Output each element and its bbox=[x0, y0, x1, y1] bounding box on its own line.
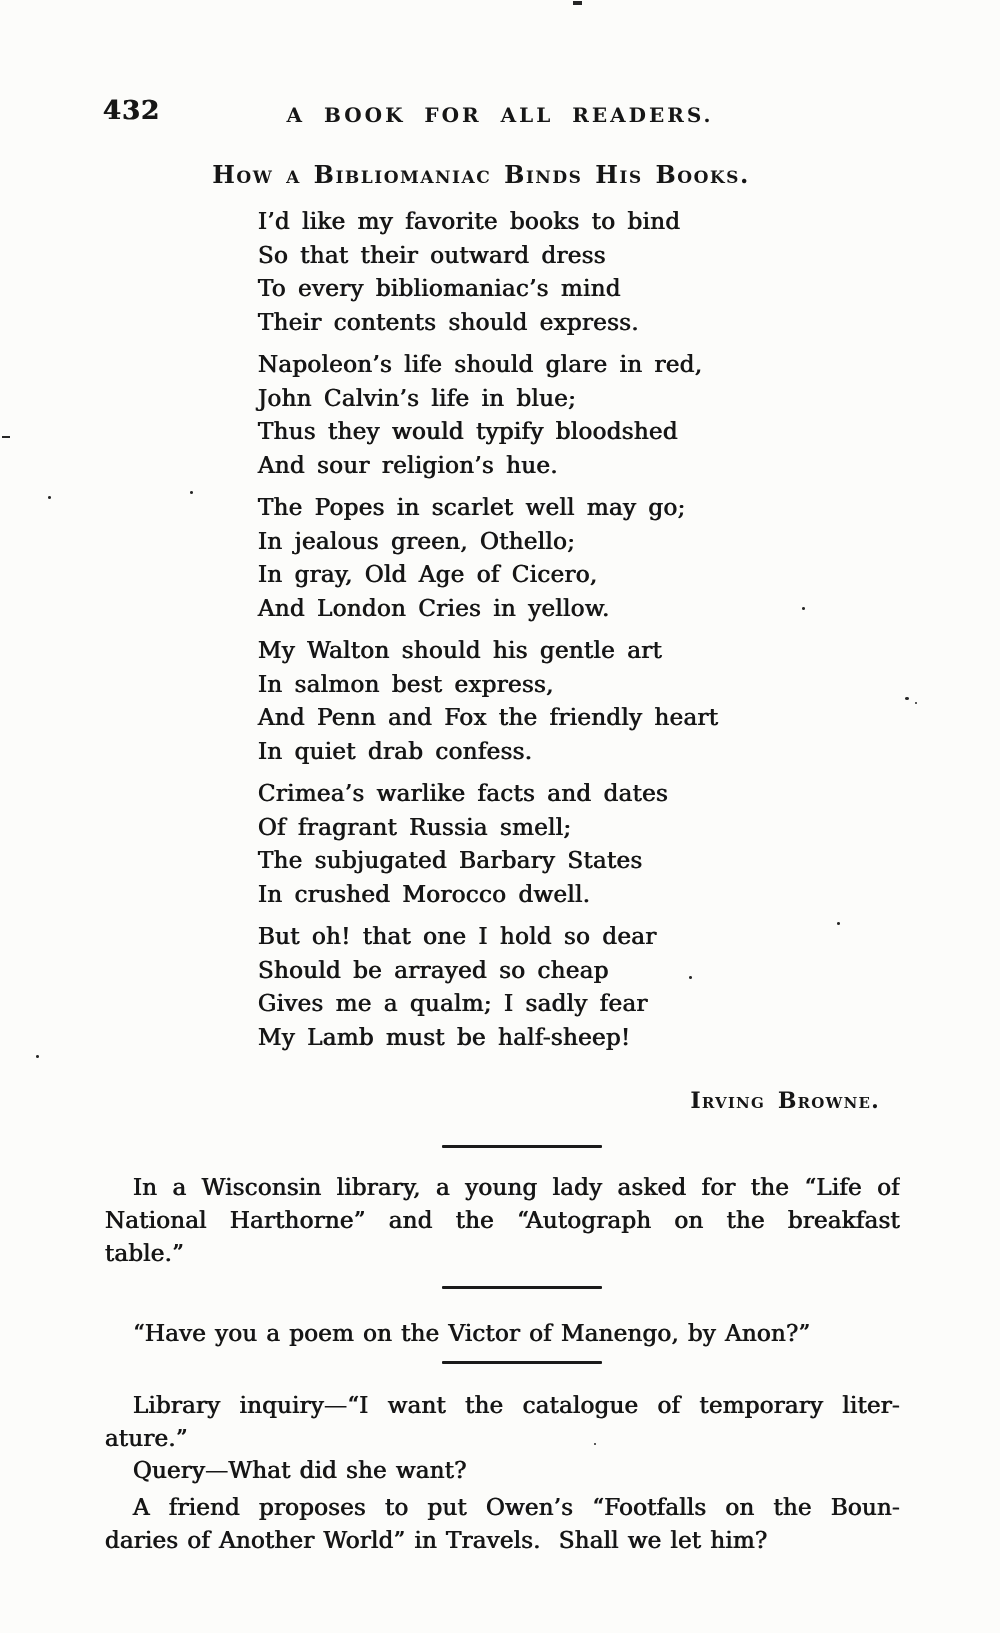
poem-stanza bbox=[258, 778, 718, 912]
scan-speck bbox=[802, 607, 805, 610]
page-number: 432 bbox=[103, 96, 161, 126]
poem-line: The subjugated Barbary States bbox=[258, 848, 643, 874]
poem-line: And London Cries in yellow. bbox=[258, 595, 610, 622]
poem-line: In crushed Morocco dwell. bbox=[258, 881, 591, 908]
scan-speck bbox=[915, 702, 917, 704]
prose-line: daries of Another World” in Travels. Shall we let him? bbox=[105, 1528, 768, 1554]
prose-line: Library inquiry—“I want the catalogue of temporary liter- bbox=[133, 1393, 900, 1419]
poem-line: My Walton should his gentle art bbox=[258, 638, 663, 664]
prose-line: Query—What did she want? bbox=[133, 1458, 467, 1484]
poem-line: Gives me a qualm; I sadly fear bbox=[258, 991, 648, 1017]
scan-speck bbox=[36, 1055, 39, 1058]
prose-line: A friend proposes to put Owen’s “Footfalls on the Boun- bbox=[133, 1495, 900, 1521]
poem-stanza bbox=[258, 635, 718, 769]
anecdote-paragraph bbox=[105, 1318, 900, 1351]
scan-speck bbox=[48, 496, 51, 499]
scan-speck bbox=[905, 697, 909, 700]
poem-line: I’d like my favorite books to bind bbox=[258, 209, 681, 235]
poem-line: Crimea’s warlike facts and dates bbox=[258, 781, 669, 807]
scan-speck bbox=[837, 922, 840, 925]
poem-line: Their contents should express. bbox=[258, 309, 639, 336]
running-title: A BOOK FOR ALL READERS. bbox=[286, 103, 714, 127]
prose-line: “Have you a poem on the Victor of Manengo, by Anon?” bbox=[133, 1321, 811, 1347]
poem-line: And Penn and Fox the friendly heart bbox=[258, 705, 719, 731]
poem-title: How a Bibliomaniac Binds His Books. bbox=[212, 160, 750, 189]
section-divider bbox=[442, 1286, 602, 1289]
poem-line: In quiet drab confess. bbox=[258, 738, 533, 765]
prose-line: In a Wisconsin library, a young lady asked for the “Life of bbox=[133, 1175, 900, 1201]
poem-stanza bbox=[258, 349, 718, 483]
poem-line: Of fragrant Russia smell; bbox=[258, 814, 572, 841]
scan-speck bbox=[190, 491, 193, 494]
scan-speck bbox=[573, 1, 582, 5]
poem-line: To every bibliomaniac’s mind bbox=[258, 276, 621, 302]
scan-speck bbox=[2, 436, 10, 438]
section-divider bbox=[442, 1361, 602, 1364]
prose-line: National Harthorne” and the “Autograph on the breakfast bbox=[105, 1208, 900, 1234]
poem-line: The Popes in scarlet well may go; bbox=[258, 495, 686, 521]
poem-attribution: Irving Browne. bbox=[690, 1088, 880, 1114]
anecdote-paragraph bbox=[105, 1390, 900, 1456]
poem-line: In jealous green, Othello; bbox=[258, 528, 576, 555]
poem-line: In gray, Old Age of Cicero, bbox=[258, 562, 598, 588]
poem-line: Napoleon’s life should glare in red, bbox=[258, 352, 703, 378]
scan-speck bbox=[594, 1443, 596, 1445]
poem-line: But oh! that one I hold so dear bbox=[258, 924, 657, 950]
poem-line: John Calvin’s life in blue; bbox=[258, 385, 577, 412]
anecdote-paragraph bbox=[105, 1172, 900, 1271]
poem-line: My Lamb must be half-sheep! bbox=[258, 1024, 631, 1051]
anecdote-paragraph bbox=[105, 1455, 900, 1488]
section-divider bbox=[442, 1145, 602, 1148]
poem-stanza bbox=[258, 921, 718, 1055]
poem-stanza bbox=[258, 206, 718, 340]
poem-line: Should be arrayed so cheap bbox=[258, 957, 609, 984]
scan-speck bbox=[689, 976, 692, 979]
anecdote-paragraph bbox=[105, 1492, 900, 1558]
poem-line: So that their outward dress bbox=[258, 242, 606, 269]
poem-line: In salmon best express, bbox=[258, 671, 554, 698]
poem-line: And sour religion’s hue. bbox=[258, 452, 558, 479]
poem-line: Thus they would typify bloodshed bbox=[258, 419, 678, 445]
prose-line: ature.” bbox=[105, 1426, 188, 1452]
poem-stanzas bbox=[258, 206, 718, 1064]
prose-line: table.” bbox=[105, 1241, 185, 1267]
poem-stanza bbox=[258, 492, 718, 626]
